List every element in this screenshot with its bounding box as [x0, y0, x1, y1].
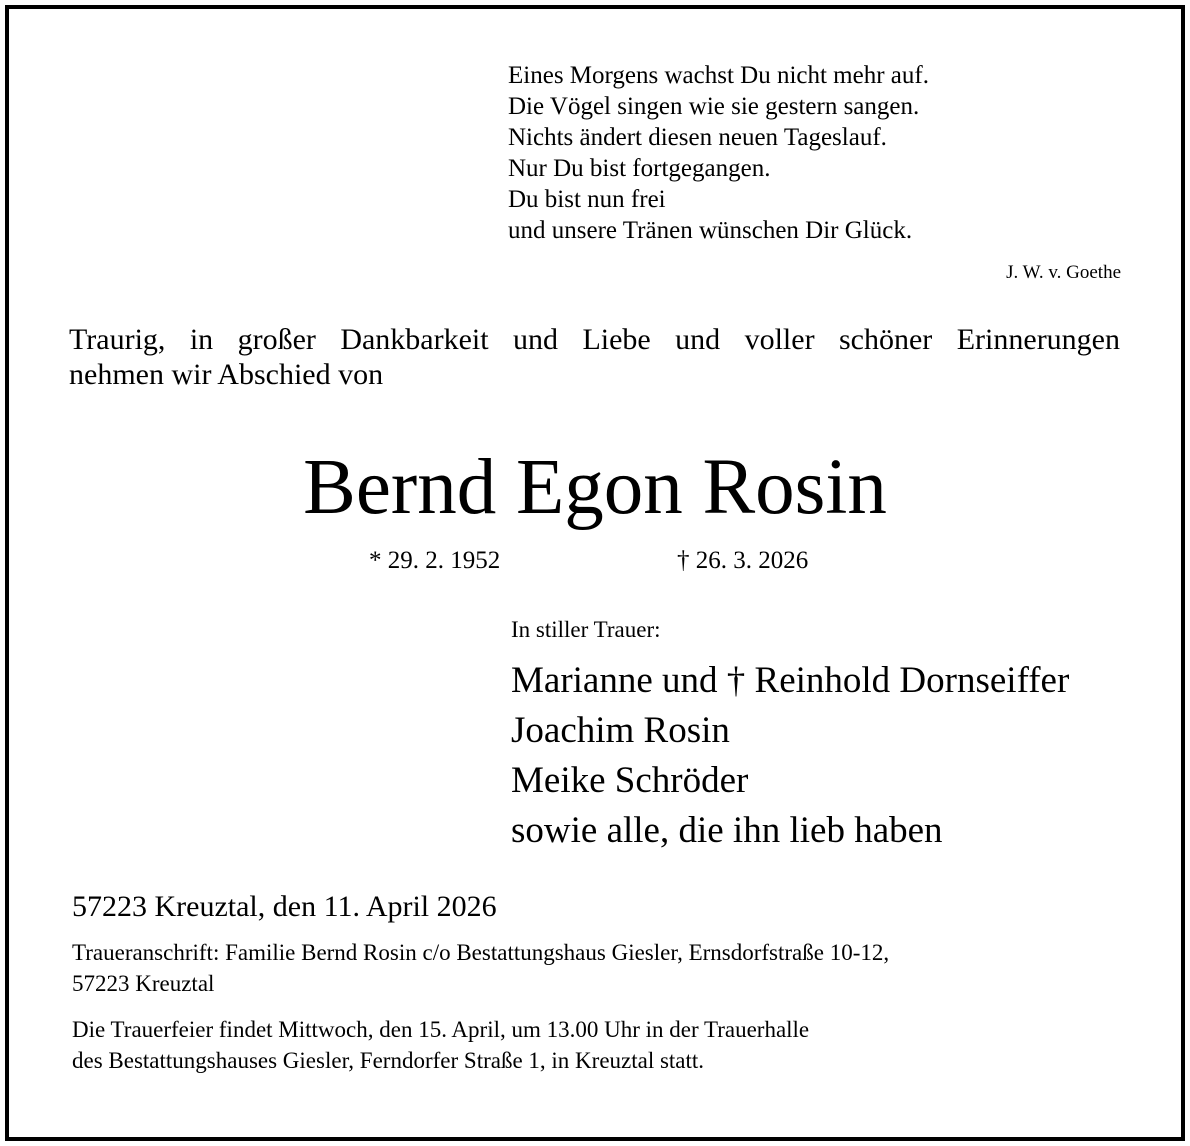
- poem: [508, 60, 929, 246]
- poem-line: Eines Morgens wachst Du nicht mehr auf.: [508, 62, 929, 89]
- poem-line: Du bist nun frei: [508, 186, 666, 213]
- address-line: Traueranschrift: Familie Bernd Rosin c/o Bestattungshaus Giesler, Ernsdorfstraße 10-12,: [72, 940, 890, 965]
- ceremony-info: [72, 1014, 809, 1076]
- poem-line: und unsere Tränen wünschen Dir Glück.: [508, 217, 913, 244]
- ceremony-line: des Bestattungshauses Giesler, Ferndorfer Straße 1, in Kreuztal statt.: [72, 1048, 705, 1073]
- mourners-list: [511, 656, 1069, 856]
- mourner-name: Joachim Rosin: [511, 710, 730, 751]
- intro-line: Traurig, in großer Dankbarkeit und Liebe und voller schöner Erinnerungen: [69, 323, 1120, 356]
- death-date: † 26. 3. 2026: [677, 547, 809, 574]
- mourning-address: [72, 937, 889, 999]
- poem-attribution: J. W. v. Goethe: [1006, 262, 1121, 283]
- address-line: 57223 Kreuztal: [72, 971, 215, 996]
- place-date: 57223 Kreuztal, den 11. April 2026: [72, 890, 497, 923]
- ceremony-line: Die Trauerfeier findet Mittwoch, den 15. April, um 13.00 Uhr in der Trauerhalle: [72, 1017, 810, 1042]
- birth-date: * 29. 2. 1952: [369, 547, 501, 574]
- deceased-name: Bernd Egon Rosin: [303, 444, 887, 531]
- intro-text: [69, 322, 1120, 392]
- mourner-name: Meike Schröder: [511, 760, 749, 801]
- mourners-label: In stiller Trauer:: [511, 617, 661, 642]
- poem-line: Nur Du bist fortgegangen.: [508, 155, 771, 182]
- mourner-name: sowie alle, die ihn lieb haben: [511, 810, 943, 851]
- mourner-name: Marianne und † Reinhold Dornseiffer: [511, 660, 1070, 701]
- poem-line: Nichts ändert diesen neuen Tageslauf.: [508, 124, 887, 151]
- intro-line: nehmen wir Abschied von: [69, 358, 384, 391]
- poem-line: Die Vögel singen wie sie gestern sangen.: [508, 93, 920, 120]
